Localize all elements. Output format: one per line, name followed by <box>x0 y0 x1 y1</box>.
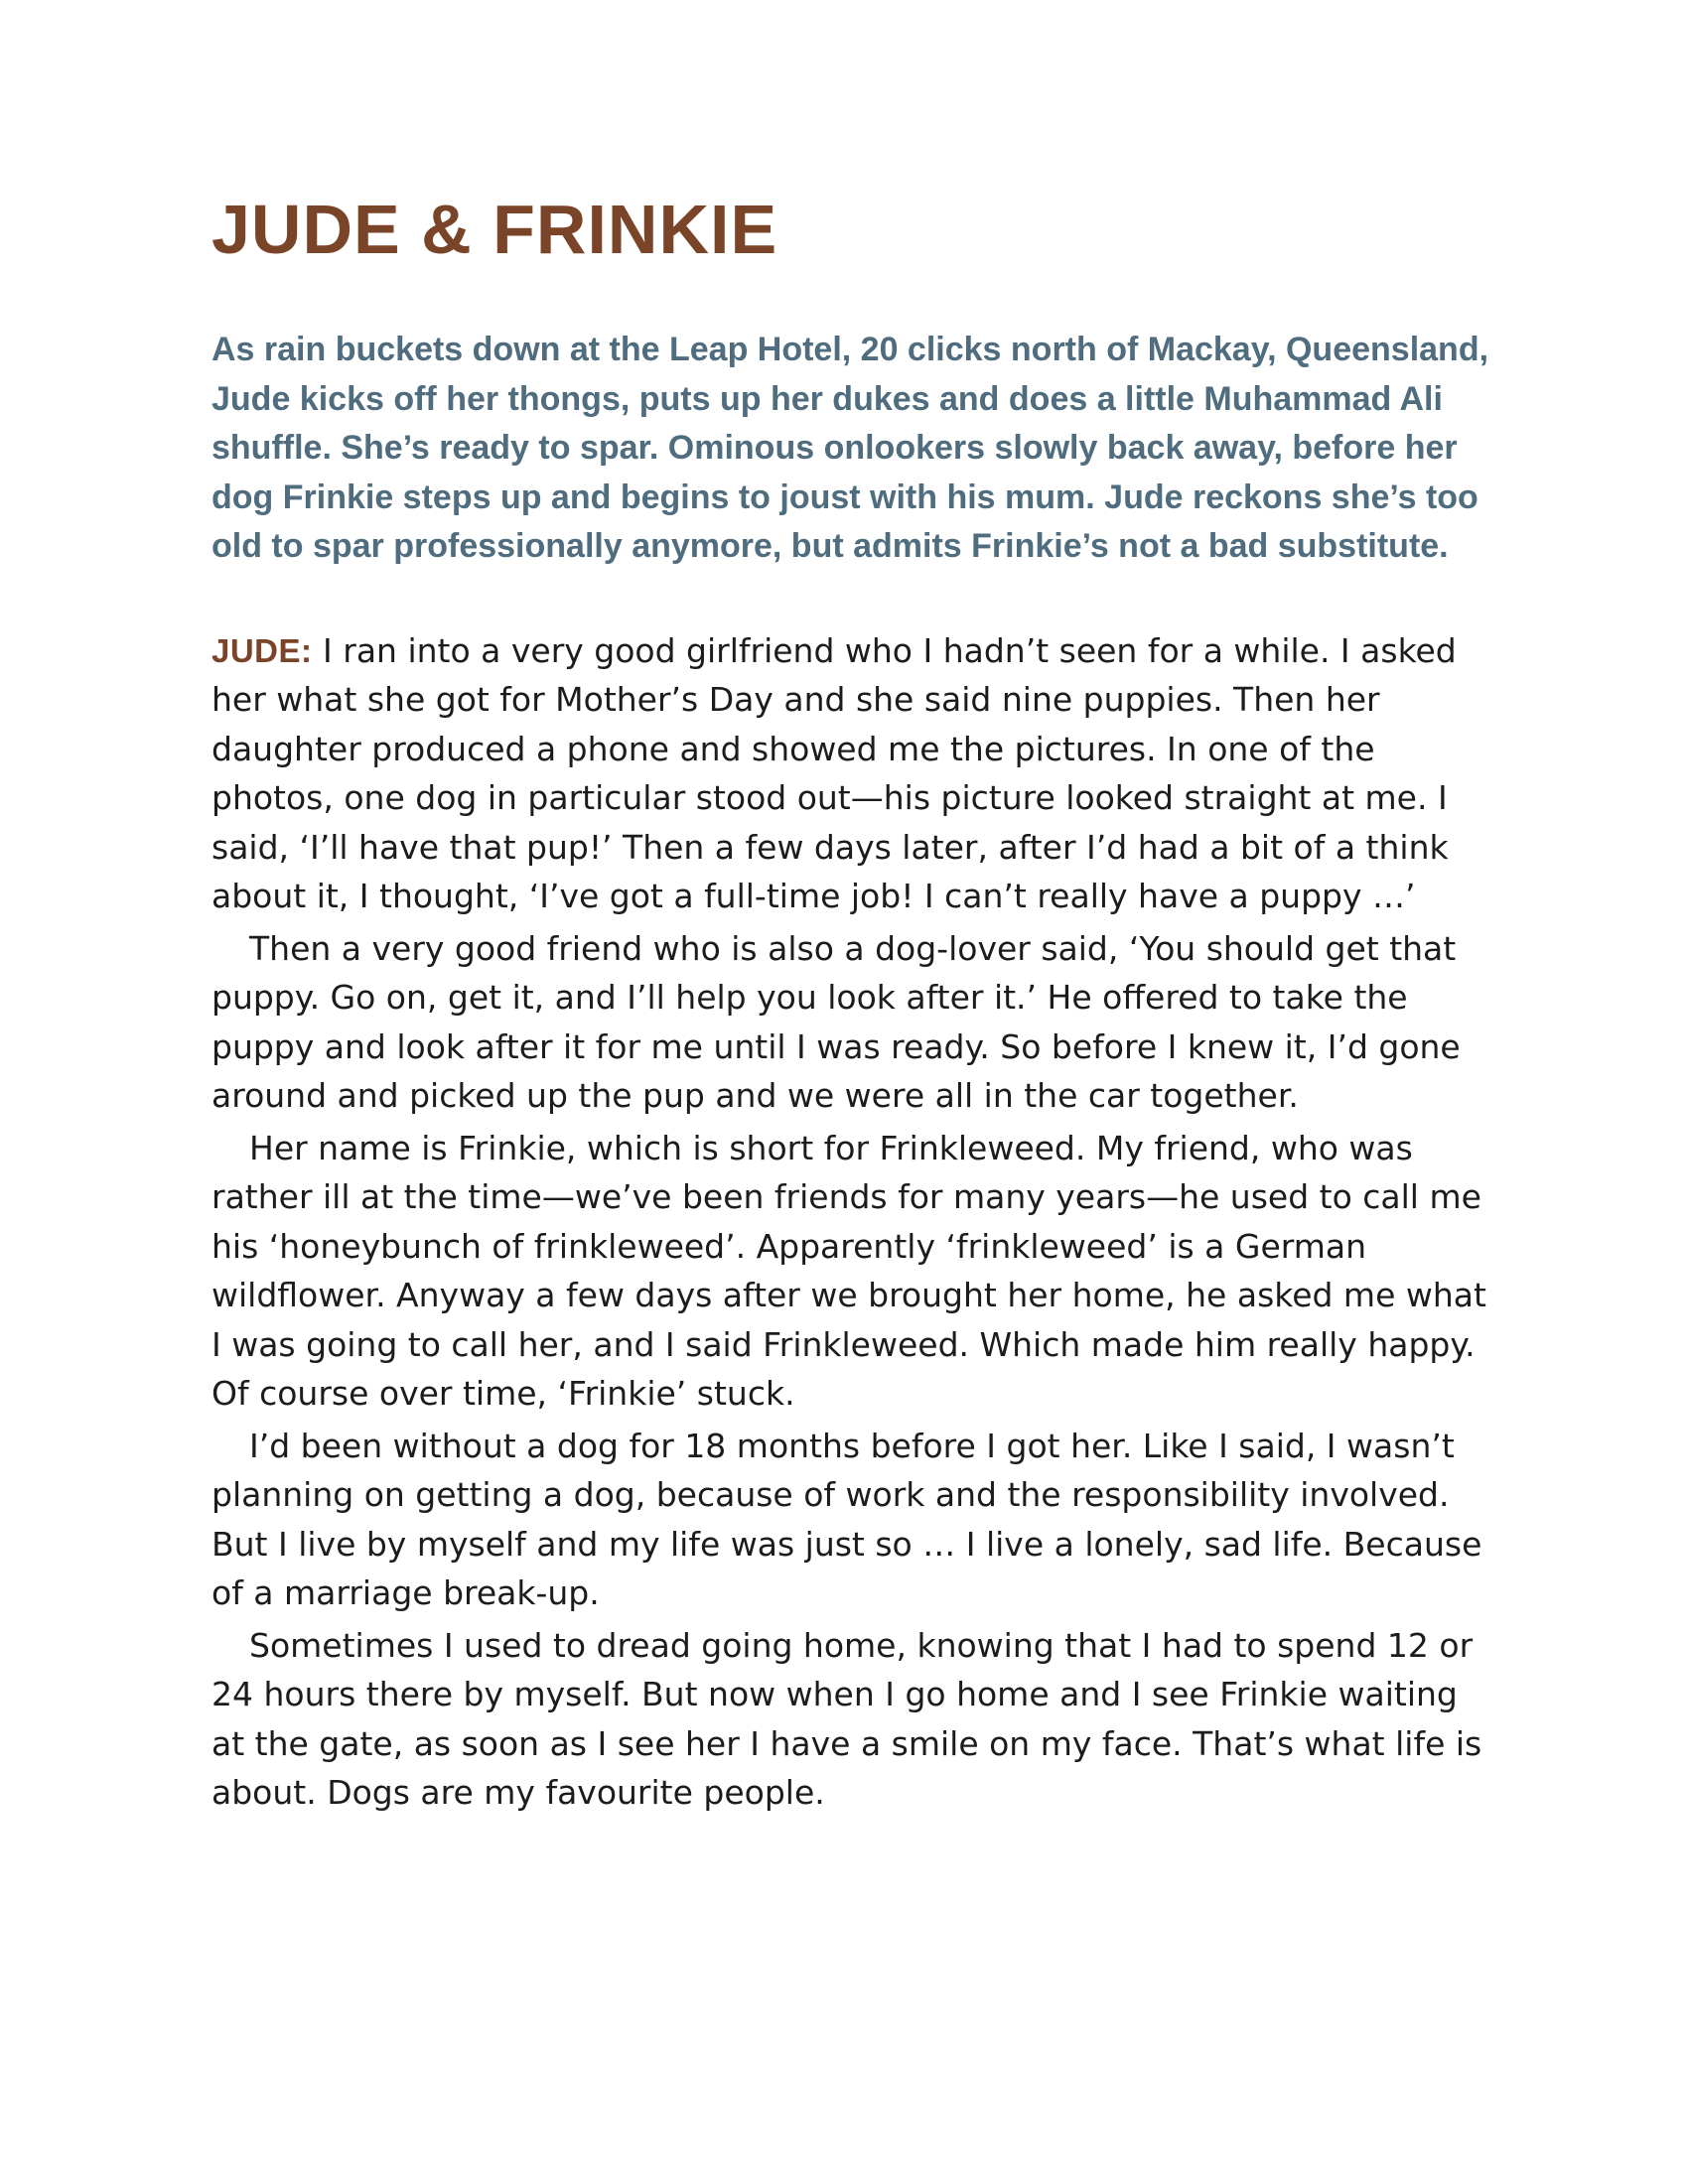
body-paragraph: Her name is Frinkie, which is short for Frinkleweed. My friend, who was rather ill at the time—we’ve been friends for many years—he used to call me his ‘honeybunch of frinkleweed’. Apparently ‘frinkleweed’ is a German wildflower. Anyway a few days after we brought her home, he asked me what I was going to call her, and I said Frinkleweed. Which made him really happy. Of course over time, ‘Frinkie’ stuck. <box>211 1128 1486 1413</box>
article-title: JUDE & FRINKIE <box>211 191 778 268</box>
speaker-label: JUDE: <box>211 631 313 669</box>
article-page <box>211 191 1492 1821</box>
article-body <box>211 626 1492 1818</box>
article-intro: As rain buckets down at the Leap Hotel, 20 clicks north of Mackay, Queensland, Jude kicks off her thongs, puts up her dukes and does a little Muhammad Ali shuffle. She’s ready to spar. Ominous onlookers slowly back away, before her dog Frinkie steps up and begins to joust with his mum. Jude reckons she’s too old to spar professionally anymore, but admits Frinkie’s not a bad substitute. <box>211 331 1489 565</box>
body-paragraph: I’d been without a dog for 18 months before I got her. Like I said, I wasn’t planning on getting a dog, because of work and the responsibility involved. But I live by myself and my life was just so … I live a lonely, sad life. Because of a marriage break-up. <box>211 1426 1482 1612</box>
paragraph-text: I ran into a very good girlfriend who I hadn’t seen for a while. I asked her what she got for Mother’s Day and she said nine puppies. Then her daughter produced a phone and showed me the pictures. In one of the photos, one dog in particular stood out—his picture looked straight at me. I said, ‘I’ll have that pup!’ Then a few days later, after I’d had a bit of a think about it, I thought, ‘I’ve got a full-time job! I can’t really have a puppy …’ <box>211 630 1457 915</box>
body-paragraph: Sometimes I used to dread going home, knowing that I had to spend 12 or 24 hours there by myself. But now when I go home and I see Frinkie waiting at the gate, as soon as I see her I have a smile on my face. That’s what life is about. Dogs are my favourite people. <box>211 1625 1482 1812</box>
body-paragraph <box>211 626 1492 921</box>
body-paragraph: Then a very good friend who is also a dog-lover said, ‘You should get that puppy. Go on, get it, and I’ll help you look after it.’ He offered to take the puppy and look after it for me until I was ready. So before I knew it, I’d gone around and picked up the pup and we were all in the car together. <box>211 928 1461 1115</box>
